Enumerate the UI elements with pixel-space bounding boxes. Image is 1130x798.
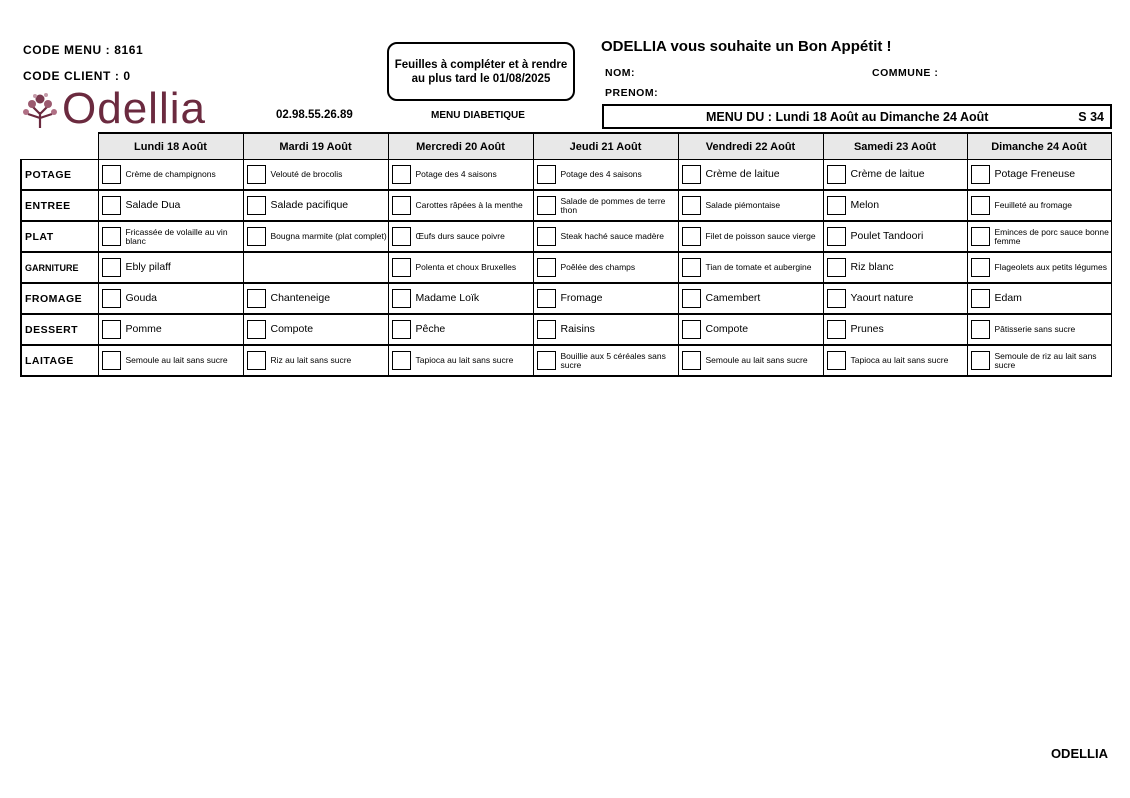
menu-choice [824, 160, 967, 189]
choice-checkbox[interactable] [827, 227, 846, 246]
choice-checkbox[interactable] [537, 165, 556, 184]
menu-choice [244, 315, 388, 344]
dish-name: Eminces de porc sauce bonne femme [994, 226, 1109, 246]
table-row [21, 252, 1111, 283]
dish-name: Yaourt nature [850, 292, 914, 304]
choice-checkbox[interactable] [102, 351, 121, 370]
menu-cell [243, 283, 388, 314]
menu-cell [533, 160, 678, 191]
menu-choice [244, 160, 388, 189]
dish-name: Salade de pommes de terre thon [560, 195, 666, 215]
row-label: POTAGE [21, 160, 98, 191]
choice-checkbox[interactable] [247, 320, 266, 339]
dish-name: Edam [994, 292, 1022, 304]
dish-name: Semoule de riz au lait sans sucre [994, 350, 1097, 370]
code-client [23, 69, 131, 83]
menu-choice [679, 253, 823, 282]
dish-name: Camembert [705, 292, 761, 304]
dish-name: Semoule au lait sans sucre [705, 355, 808, 365]
dish-name: Bougna marmite (plat complet) [270, 231, 387, 241]
choice-checkbox[interactable] [682, 320, 701, 339]
dish-name: Steak haché sauce madère [560, 231, 664, 241]
menu-cell [678, 160, 823, 191]
dish-name: Tapioca au lait sans sucre [850, 355, 949, 365]
dish-name: Pâtisserie sans sucre [994, 324, 1076, 334]
menu-choice [244, 284, 388, 313]
row-label: DESSERT [21, 314, 98, 345]
choice-checkbox[interactable] [392, 320, 411, 339]
choice-checkbox[interactable] [247, 227, 266, 246]
choice-checkbox[interactable] [537, 351, 556, 370]
menu-choice [244, 222, 388, 251]
dish-name: Melon [850, 199, 880, 211]
choice-checkbox[interactable] [537, 196, 556, 215]
choice-checkbox[interactable] [682, 258, 701, 277]
choice-checkbox[interactable] [971, 165, 990, 184]
menu-cell [967, 314, 1111, 345]
choice-checkbox[interactable] [971, 258, 990, 277]
choice-checkbox[interactable] [682, 351, 701, 370]
menu-choice [389, 315, 533, 344]
dish-name: Salade Dua [125, 199, 181, 211]
choice-checkbox[interactable] [102, 165, 121, 184]
menu-choice [389, 191, 533, 220]
footer-brand: ODELLIA [1050, 746, 1108, 761]
menu-choice [389, 346, 533, 375]
menu-choice [99, 253, 243, 282]
day-header: Mardi 19 Août [243, 133, 388, 160]
choice-checkbox[interactable] [392, 351, 411, 370]
menu-cell [678, 345, 823, 376]
dish-name: Potage des 4 saisons [415, 169, 497, 179]
menu-choice [824, 222, 967, 251]
choice-checkbox[interactable] [682, 196, 701, 215]
choice-checkbox[interactable] [392, 258, 411, 277]
menu-choice [824, 346, 967, 375]
menu-cell [823, 190, 967, 221]
dish-name: Fricassée de volaille au vin blanc [125, 226, 228, 246]
menu-cell [98, 190, 243, 221]
dish-name: Flageolets aux petits légumes [994, 262, 1107, 272]
menu-cell [388, 345, 533, 376]
menu-choice [679, 284, 823, 313]
menu-choice [534, 346, 678, 375]
choice-checkbox[interactable] [971, 289, 990, 308]
choice-checkbox[interactable] [537, 258, 556, 277]
dish-name: Salade piémontaise [705, 200, 781, 210]
menu-choice [679, 191, 823, 220]
menu-cell [533, 252, 678, 283]
menu-choice [824, 284, 967, 313]
menu-cell [388, 221, 533, 252]
menu-range-text: MENU DU : Lundi 18 Août au Dimanche 24 Août [706, 110, 989, 124]
dish-name: Crème de laitue [705, 168, 780, 180]
menu-cell [533, 190, 678, 221]
row-label: FROMAGE [21, 283, 98, 314]
menu-choice [99, 160, 243, 189]
dish-name: Compote [705, 323, 749, 335]
choice-checkbox[interactable] [827, 351, 846, 370]
menu-cell [533, 345, 678, 376]
dish-name: Riz au lait sans sucre [270, 355, 352, 365]
menu-cell [98, 345, 243, 376]
menu-cell [98, 314, 243, 345]
choice-checkbox[interactable] [827, 258, 846, 277]
menu-choice [99, 222, 243, 251]
row-label: LAITAGE [21, 345, 98, 376]
menu-choice [99, 315, 243, 344]
choice-checkbox[interactable] [247, 351, 266, 370]
menu-cell [533, 314, 678, 345]
menu-choice [99, 284, 243, 313]
menu-choice [534, 160, 678, 189]
menu-table [20, 132, 1112, 377]
choice-checkbox[interactable] [971, 196, 990, 215]
menu-cell [967, 190, 1111, 221]
menu-cell [967, 252, 1111, 283]
menu-choice [99, 346, 243, 375]
menu-cell [388, 314, 533, 345]
menu-choice [534, 315, 678, 344]
menu-cell [243, 190, 388, 221]
day-header: Mercredi 20 Août [388, 133, 533, 160]
choice-checkbox[interactable] [102, 289, 121, 308]
dish-name: Gouda [125, 292, 158, 304]
menu-cell [823, 283, 967, 314]
menu-choice [824, 253, 967, 282]
dish-name: Bouillie aux 5 céréales sans sucre [560, 350, 666, 370]
choice-checkbox[interactable] [971, 351, 990, 370]
choice-checkbox[interactable] [392, 289, 411, 308]
dish-name: Potage Freneuse [994, 168, 1076, 180]
dish-name: Potage des 4 saisons [560, 169, 642, 179]
day-header: Jeudi 21 Août [533, 133, 678, 160]
dish-name: Filet de poisson sauce vierge [705, 231, 816, 241]
menu-cell [967, 283, 1111, 314]
menu-cell [678, 252, 823, 283]
choice-checkbox[interactable] [827, 289, 846, 308]
choice-checkbox[interactable] [537, 289, 556, 308]
deadline-notice [387, 42, 575, 101]
dish-name: Chanteneige [270, 292, 331, 304]
table-row [21, 283, 1111, 314]
table-row [21, 221, 1111, 252]
menu-cell [243, 314, 388, 345]
choice-checkbox[interactable] [247, 165, 266, 184]
menu-choice [679, 160, 823, 189]
menu-cell [388, 190, 533, 221]
menu-cell [243, 345, 388, 376]
menu-cell [243, 221, 388, 252]
choice-checkbox[interactable] [682, 165, 701, 184]
code-client-label: CODE CLIENT : [23, 69, 120, 83]
menu-choice [679, 222, 823, 251]
choice-checkbox[interactable] [682, 227, 701, 246]
dish-name: Ebly pilaff [125, 261, 171, 273]
greeting: ODELLIA vous souhaite un Bon Appétit ! [601, 38, 892, 55]
menu-choice [968, 222, 1111, 251]
choice-checkbox[interactable] [537, 320, 556, 339]
code-menu-value: 8161 [114, 43, 144, 57]
table-row [21, 160, 1111, 191]
code-menu [23, 43, 143, 57]
menu-choice [389, 222, 533, 251]
choice-checkbox[interactable] [827, 196, 846, 215]
menu-cell [98, 252, 243, 283]
choice-checkbox[interactable] [102, 320, 121, 339]
menu-cell [98, 221, 243, 252]
dish-name: Fromage [560, 292, 603, 304]
dish-name: Tapioca au lait sans sucre [415, 355, 514, 365]
menu-cell [533, 221, 678, 252]
row-label: ENTREE [21, 190, 98, 221]
phone-number: 02.98.55.26.89 [276, 109, 353, 121]
menu-cell [967, 221, 1111, 252]
corner-cell [21, 133, 98, 160]
menu-cell [823, 221, 967, 252]
logo-wordmark: Odellia [62, 84, 206, 133]
choice-checkbox[interactable] [392, 165, 411, 184]
menu-cell [388, 160, 533, 191]
choice-checkbox[interactable] [827, 165, 846, 184]
choice-checkbox[interactable] [827, 320, 846, 339]
dish-name: Œufs durs sauce poivre [415, 231, 505, 241]
menu-choice [968, 315, 1111, 344]
menu-cell [678, 190, 823, 221]
day-header-row [21, 133, 1111, 160]
code-client-value: 0 [123, 69, 131, 83]
choice-checkbox[interactable] [971, 227, 990, 246]
row-label: GARNITURE [21, 252, 98, 283]
menu-choice [968, 160, 1111, 189]
menu-cell [388, 283, 533, 314]
menu-choice [679, 346, 823, 375]
choice-checkbox[interactable] [682, 289, 701, 308]
menu-cell [243, 252, 388, 283]
day-header: Vendredi 22 Août [678, 133, 823, 160]
choice-checkbox[interactable] [102, 196, 121, 215]
menu-cell [967, 345, 1111, 376]
menu-choice [679, 315, 823, 344]
choice-checkbox[interactable] [392, 196, 411, 215]
dish-name: Compote [270, 323, 314, 335]
dish-name: Riz blanc [850, 261, 894, 273]
menu-type: MENU DIABETIQUE [431, 110, 525, 121]
dish-name: Crème de laitue [850, 168, 925, 180]
prenom-label: PRENOM: [605, 87, 659, 99]
menu-cell [823, 252, 967, 283]
menu-choice [389, 160, 533, 189]
menu-cell [388, 252, 533, 283]
menu-choice [534, 253, 678, 282]
choice-checkbox[interactable] [537, 227, 556, 246]
menu-cell [678, 314, 823, 345]
nom-label: NOM: [605, 67, 635, 79]
choice-checkbox[interactable] [392, 227, 411, 246]
menu-cell [823, 160, 967, 191]
menu-cell [678, 221, 823, 252]
menu-choice [968, 284, 1111, 313]
menu-choice [389, 253, 533, 282]
menu-cell [823, 314, 967, 345]
menu-cell [98, 283, 243, 314]
dish-name: Crème de champignons [125, 169, 216, 179]
menu-choice [244, 346, 388, 375]
menu-choice [534, 284, 678, 313]
menu-choice [389, 284, 533, 313]
menu-choice [824, 315, 967, 344]
dish-name: Prunes [850, 323, 884, 335]
row-label: PLAT [21, 221, 98, 252]
choice-checkbox[interactable] [247, 196, 266, 215]
commune-label: COMMUNE : [872, 67, 939, 79]
week-number: S 34 [1078, 110, 1104, 124]
menu-choice [244, 191, 388, 220]
day-header: Dimanche 24 Août [967, 133, 1111, 160]
dish-name: Poulet Tandoori [850, 230, 924, 242]
choice-checkbox[interactable] [102, 227, 121, 246]
menu-choice [534, 222, 678, 251]
dish-name: Poêlée des champs [560, 262, 636, 272]
dish-name: Carottes râpées à la menthe [415, 200, 523, 210]
menu-cell [243, 160, 388, 191]
dish-name: Tian de tomate et aubergine [705, 262, 812, 272]
menu-choice [968, 346, 1111, 375]
menu-choice [968, 191, 1111, 220]
menu-range-box [602, 104, 1112, 129]
menu-cell [533, 283, 678, 314]
menu-choice [824, 191, 967, 220]
dish-name: Semoule au lait sans sucre [125, 355, 228, 365]
menu-cell [967, 160, 1111, 191]
menu-choice [968, 253, 1111, 282]
dish-name: Raisins [560, 323, 595, 335]
dish-name: Pomme [125, 323, 162, 335]
menu-choice [534, 191, 678, 220]
table-row [21, 314, 1111, 345]
menu-cell [823, 345, 967, 376]
day-header: Samedi 23 Août [823, 133, 967, 160]
menu-choice [99, 191, 243, 220]
menu-cell [98, 160, 243, 191]
table-row [21, 190, 1111, 221]
dish-name: Madame Loïk [415, 292, 480, 304]
day-header: Lundi 18 Août [98, 133, 243, 160]
choice-checkbox[interactable] [102, 258, 121, 277]
choice-checkbox[interactable] [971, 320, 990, 339]
dish-name: Salade pacifique [270, 199, 349, 211]
table-row [21, 345, 1111, 376]
code-menu-label: CODE MENU : [23, 43, 111, 57]
dish-name: Pêche [415, 323, 446, 335]
tree-logo-icon [20, 92, 60, 130]
dish-name: Polenta et choux Bruxelles [415, 262, 517, 272]
deadline-notice-text: Feuilles à compléter et à rendre au plus tard le 01/08/2025 [394, 58, 568, 85]
dish-name: Velouté de brocolis [270, 169, 343, 179]
dish-name: Feuilleté au fromage [994, 200, 1072, 210]
menu-cell [678, 283, 823, 314]
choice-checkbox[interactable] [247, 289, 266, 308]
